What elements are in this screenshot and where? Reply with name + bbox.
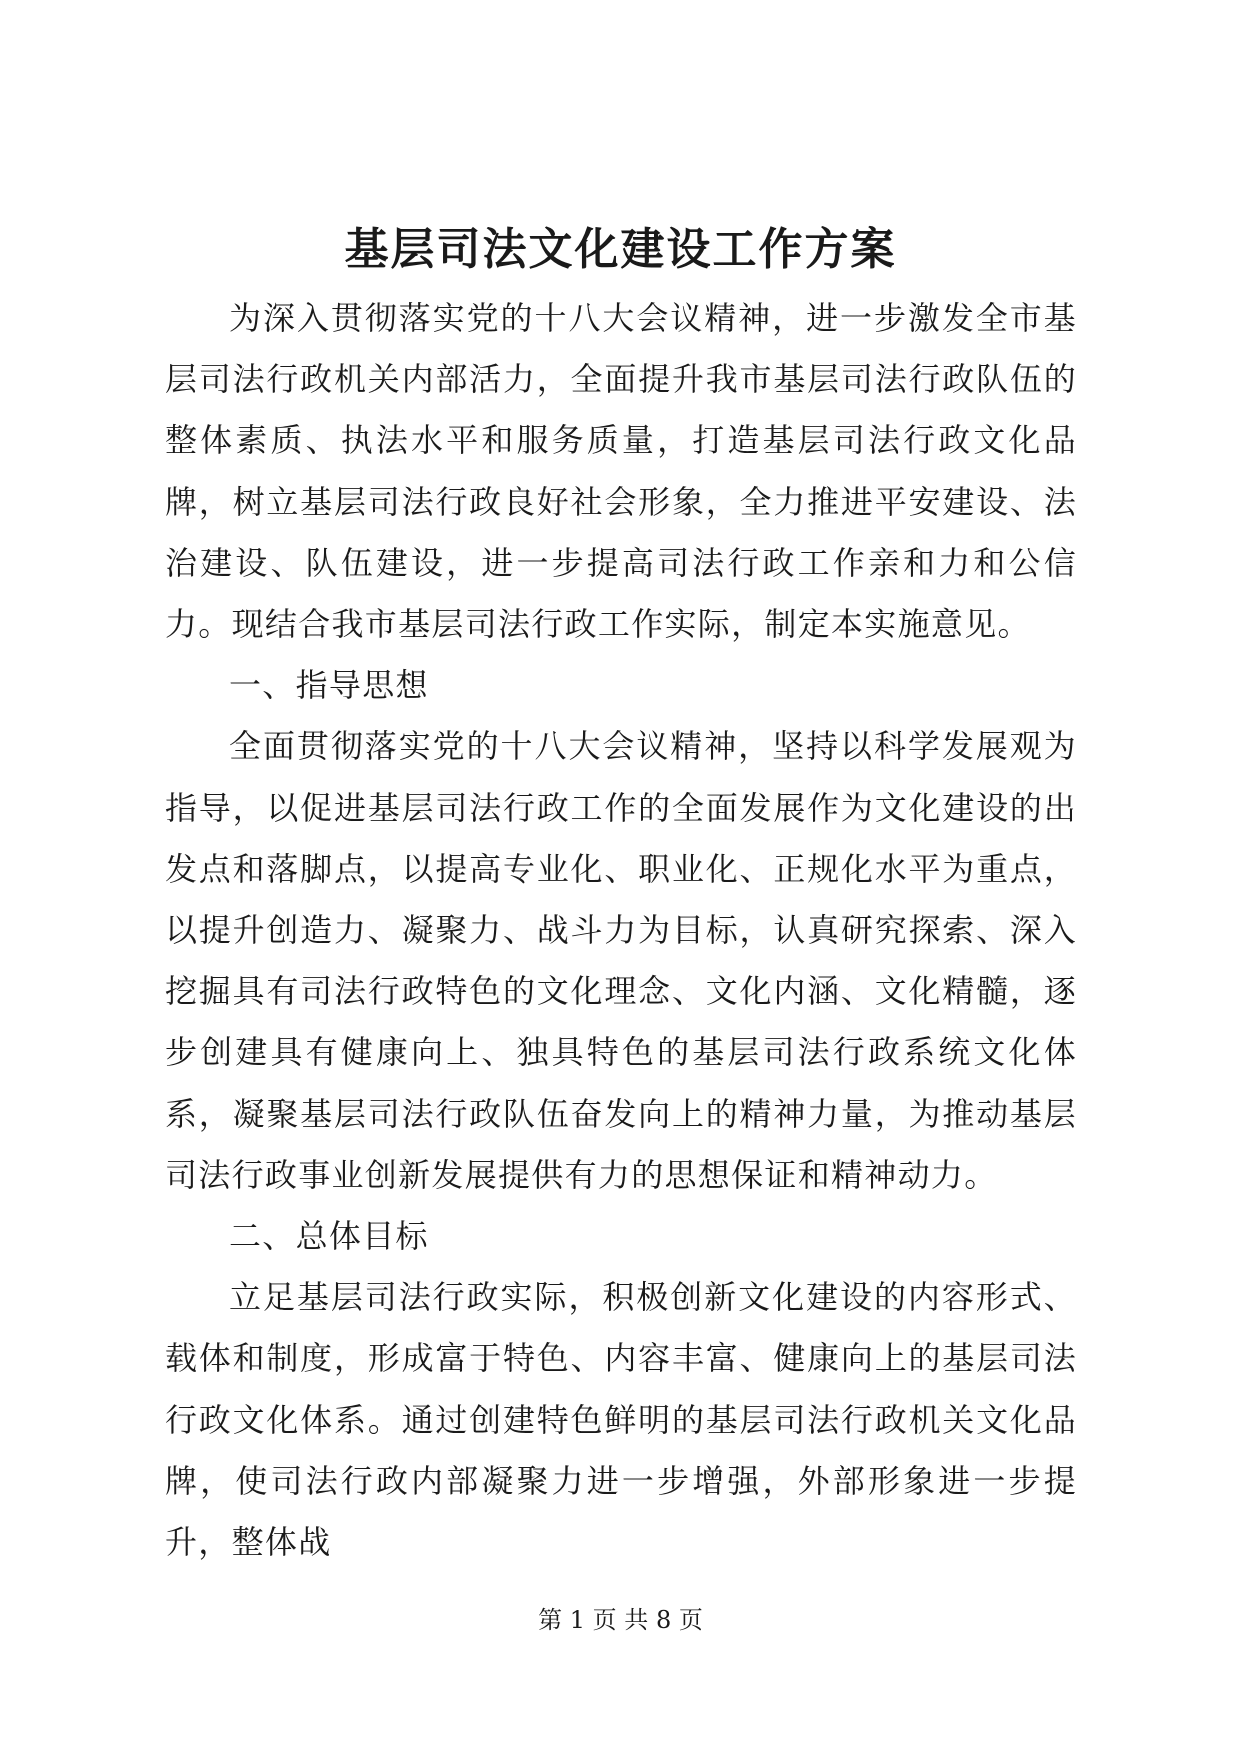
paragraph-guiding-ideology: 全面贯彻落实党的十八大会议精神，坚持以科学发展观为指导，以促进基层司法行政工作的全面发展作为文化建设的出发点和落脚点，以提高专业化、职业化、正规化水平为重点，以提升创造力、凝聚力、战斗力为目标，认真研究探索、深入挖掘具有司法行政特色的文化理念、文化内涵、文化精髓，逐步创建具有健康向上、独具特色的基层司法行政系统文化体系，凝聚基层司法行政队伍奋发向上的精神力量，为推动基层司法行政事业创新发展提供有力的思想保证和精神动力。 <box>165 727 1077 1194</box>
document-title: 基层司法文化建设工作方案 <box>344 224 897 275</box>
page-footer: 第 1 页 共 8 页 <box>538 1606 703 1634</box>
document-body <box>165 288 1077 1573</box>
section-heading-guiding-ideology: 一、指导思想 <box>229 666 429 705</box>
paragraph-intro: 为深入贯彻落实党的十八大会议精神，进一步激发全市基层司法行政机关内部活力，全面提升我市基层司法行政队伍的整体素质、执法水平和服务质量，打造基层司法行政文化品牌，树立基层司法行政良好社会形象，全力推进平安建设、法治建设、队伍建设，进一步提高司法行政工作亲和力和公信力。现结合我市基层司法行政工作实际，制定本实施意见。 <box>165 299 1077 644</box>
paragraph-overall-goal: 立足基层司法行政实际，积极创新文化建设的内容形式、载体和制度，形成富于特色、内容丰富、健康向上的基层司法行政文化体系。通过创建特色鲜明的基层司法行政机关文化品牌，使司法行政内部凝聚力进一步增强，外部形象进一步提升，整体战 <box>165 1278 1077 1562</box>
section-heading-overall-goal: 二、总体目标 <box>229 1217 429 1256</box>
